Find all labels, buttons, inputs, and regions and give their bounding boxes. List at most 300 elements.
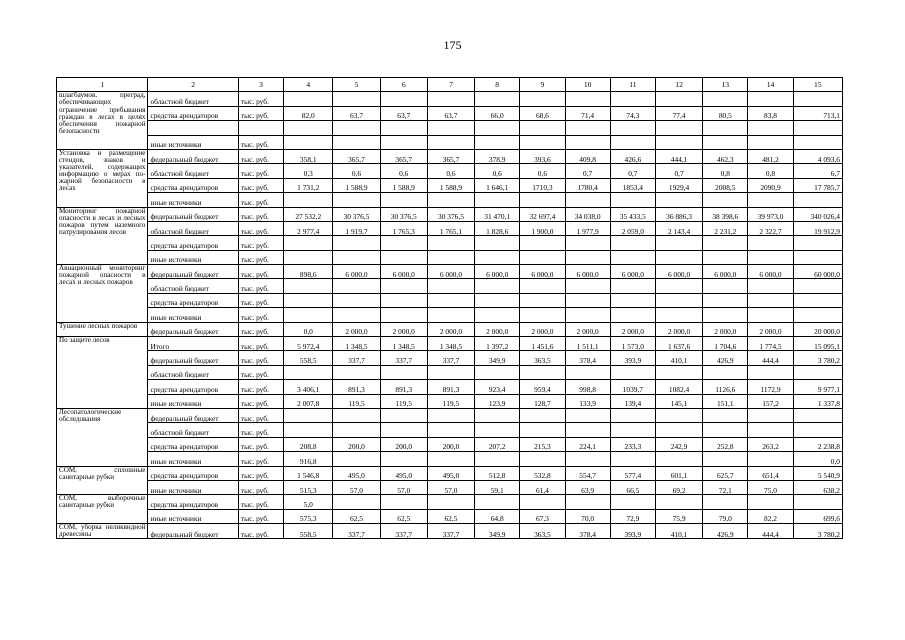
value-cell: 601,1 (655, 466, 702, 480)
total-cell (793, 293, 842, 307)
value-cell (333, 452, 380, 466)
funding-source: иные источники (148, 509, 238, 523)
total-cell: 2 238,8 (793, 437, 842, 451)
value-cell: 1 919,7 (333, 221, 380, 235)
value-cell: 61,4 (520, 480, 565, 494)
table-row (57, 408, 843, 422)
value-cell (284, 92, 333, 106)
table-row (57, 394, 843, 408)
value-cell: 157,2 (748, 394, 793, 408)
value-cell (380, 236, 427, 250)
value-cell (520, 308, 565, 322)
value-cell: 393,6 (520, 149, 565, 163)
unit-cell: тыс. руб. (238, 178, 283, 192)
value-cell (520, 121, 565, 135)
value-cell: 363,5 (520, 351, 565, 365)
value-cell: 30 376,5 (333, 207, 380, 221)
value-cell (520, 365, 565, 379)
value-cell (655, 135, 702, 149)
activity-description: Тушение лесных пожаров (57, 322, 148, 336)
activity-description: Авиационный мониторинг пожарной опасности в лесах и лесных пожаров (57, 265, 148, 323)
value-cell (748, 121, 793, 135)
value-cell: 6 000,0 (427, 265, 474, 279)
value-cell (427, 92, 474, 106)
table-row (57, 164, 843, 178)
value-cell: 891,3 (380, 380, 427, 394)
total-cell: 15 095,1 (793, 337, 842, 351)
funding-source: средства арендаторов (148, 495, 238, 509)
unit-cell: тыс. руб. (238, 509, 283, 523)
funding-source: средства арендаторов (148, 380, 238, 394)
value-cell (655, 495, 702, 509)
value-cell (565, 308, 610, 322)
funding-source: иные источники (148, 135, 238, 149)
unit-cell: тыс. руб. (238, 164, 283, 178)
value-cell: 6 000,0 (565, 265, 610, 279)
value-cell (380, 423, 427, 437)
value-cell: 151,1 (703, 394, 748, 408)
value-cell (380, 193, 427, 207)
total-cell (793, 365, 842, 379)
value-cell (427, 236, 474, 250)
value-cell (475, 193, 520, 207)
total-cell: 3 780,2 (793, 524, 842, 539)
value-cell (655, 293, 702, 307)
value-cell: 1 546,8 (284, 466, 333, 480)
total-cell (793, 92, 842, 106)
value-cell: 69,2 (655, 480, 702, 494)
table-row (57, 337, 843, 351)
value-cell (520, 135, 565, 149)
total-cell: 340 026,4 (793, 207, 842, 221)
table-row (57, 351, 843, 365)
value-cell (380, 135, 427, 149)
unit-cell: тыс. руб. (238, 135, 283, 149)
value-cell: 1 573,0 (610, 337, 655, 351)
value-cell: 63,7 (333, 106, 380, 120)
value-cell (748, 92, 793, 106)
value-cell: 495,0 (380, 466, 427, 480)
value-cell: 6 000,0 (380, 265, 427, 279)
activity-description: СОМ, уборка неликвидной древесины (57, 524, 148, 539)
value-cell: 2 059,0 (610, 221, 655, 235)
value-cell: 200,0 (380, 437, 427, 451)
value-cell: 0,8 (748, 164, 793, 178)
value-cell (655, 423, 702, 437)
column-number: 6 (380, 78, 427, 92)
total-cell (793, 193, 842, 207)
value-cell: 5 972,4 (284, 337, 333, 351)
value-cell: 0,3 (284, 164, 333, 178)
value-cell: 1 588,9 (380, 178, 427, 192)
value-cell (748, 193, 793, 207)
value-cell: 75,9 (655, 509, 702, 523)
value-cell: 63,9 (565, 480, 610, 494)
value-cell: 1 646,1 (475, 178, 520, 192)
value-cell (284, 193, 333, 207)
value-cell: 233,3 (610, 437, 655, 451)
value-cell: 1 828,6 (475, 221, 520, 235)
value-cell (427, 279, 474, 293)
value-cell: 0,6 (427, 164, 474, 178)
funding-source: областной бюджет (148, 92, 238, 106)
value-cell (520, 236, 565, 250)
unit-cell: тыс. руб. (238, 351, 283, 365)
funding-source: Итого (148, 337, 238, 351)
unit-cell: тыс. руб. (238, 279, 283, 293)
value-cell: 2 143,4 (655, 221, 702, 235)
value-cell: 1 588,9 (333, 178, 380, 192)
value-cell: 651,4 (748, 466, 793, 480)
funding-source: средства арендаторов (148, 437, 238, 451)
value-cell (610, 495, 655, 509)
value-cell: 57,0 (427, 480, 474, 494)
table-row (57, 466, 843, 480)
value-cell (475, 135, 520, 149)
value-cell: 0,0 (284, 322, 333, 336)
value-cell: 128,7 (520, 394, 565, 408)
value-cell (610, 121, 655, 135)
total-cell (793, 121, 842, 135)
value-cell: 337,7 (333, 524, 380, 539)
value-cell (655, 236, 702, 250)
activity-description: СОМ, выборочные санитарные рубки (57, 495, 148, 524)
value-cell: 2 231,2 (703, 221, 748, 235)
value-cell: 68,6 (520, 106, 565, 120)
value-cell: 0,7 (655, 164, 702, 178)
total-cell (793, 279, 842, 293)
total-cell (793, 423, 842, 437)
activity-description: Лесопатологические обследования (57, 408, 148, 466)
unit-cell: тыс. руб. (238, 322, 283, 336)
value-cell (703, 452, 748, 466)
value-cell: 35 433,5 (610, 207, 655, 221)
total-cell: 1 337,8 (793, 394, 842, 408)
value-cell: 462,3 (703, 149, 748, 163)
unit-cell: тыс. руб. (238, 437, 283, 451)
value-cell: 123,9 (475, 394, 520, 408)
value-cell: 6 000,0 (748, 265, 793, 279)
value-cell: 6 000,0 (610, 265, 655, 279)
value-cell: 80,5 (703, 106, 748, 120)
value-cell: 337,7 (333, 351, 380, 365)
value-cell (610, 193, 655, 207)
unit-cell: тыс. руб. (238, 106, 283, 120)
value-cell (655, 121, 702, 135)
value-cell (565, 365, 610, 379)
value-cell: 30 376,5 (427, 207, 474, 221)
value-cell (427, 293, 474, 307)
unit-cell: тыс. руб. (238, 337, 283, 351)
value-cell (333, 408, 380, 422)
value-cell: 410,1 (655, 524, 702, 539)
value-cell (520, 279, 565, 293)
value-cell: 410,1 (655, 351, 702, 365)
value-cell (610, 135, 655, 149)
unit-cell: тыс. руб. (238, 221, 283, 235)
unit-cell: тыс. руб. (238, 423, 283, 437)
column-number: 10 (565, 78, 610, 92)
value-cell (748, 452, 793, 466)
value-cell (333, 92, 380, 106)
table-row (57, 380, 843, 394)
value-cell (703, 408, 748, 422)
value-cell (748, 293, 793, 307)
value-cell: 1 451,6 (520, 337, 565, 351)
column-number: 4 (284, 78, 333, 92)
value-cell (610, 293, 655, 307)
funding-source: средства арендаторов (148, 178, 238, 192)
value-cell: 558,5 (284, 524, 333, 539)
table-row (57, 121, 843, 135)
value-cell (475, 236, 520, 250)
value-cell: 67,3 (520, 509, 565, 523)
value-cell (610, 365, 655, 379)
unit-cell: тыс. руб. (238, 394, 283, 408)
value-cell: 1 348,5 (427, 337, 474, 351)
value-cell: 72,9 (610, 509, 655, 523)
value-cell: 64,8 (475, 509, 520, 523)
value-cell (427, 135, 474, 149)
value-cell: 207,2 (475, 437, 520, 451)
value-cell: 1710,3 (520, 178, 565, 192)
total-cell: 17 785,7 (793, 178, 842, 192)
value-cell: 495,0 (333, 466, 380, 480)
value-cell: 71,4 (565, 106, 610, 120)
funding-source: областной бюджет (148, 164, 238, 178)
unit-cell: тыс. руб. (238, 308, 283, 322)
value-cell (565, 293, 610, 307)
activity-description: Установка и размещение стендов, знаков и указателей, содержащих информацию о мерах пожарной безопасности в лесах (57, 149, 148, 207)
value-cell (655, 279, 702, 293)
table-row (57, 509, 843, 523)
value-cell: 349,9 (475, 524, 520, 539)
total-cell: 699,6 (793, 509, 842, 523)
value-cell: 6 000,0 (703, 265, 748, 279)
value-cell: 72,1 (703, 480, 748, 494)
value-cell: 74,3 (610, 106, 655, 120)
total-cell (793, 308, 842, 322)
value-cell: 337,7 (380, 524, 427, 539)
value-cell (748, 423, 793, 437)
funding-source: федеральный бюджет (148, 265, 238, 279)
value-cell (610, 408, 655, 422)
value-cell: 998,8 (565, 380, 610, 394)
value-cell: 365,7 (333, 149, 380, 163)
activity-description: СОМ, сплошные санитарные рубки (57, 466, 148, 495)
value-cell (380, 92, 427, 106)
funding-source: федеральный бюджет (148, 149, 238, 163)
value-cell (380, 365, 427, 379)
column-number: 7 (427, 78, 474, 92)
value-cell (427, 365, 474, 379)
funding-source: областной бюджет (148, 221, 238, 235)
value-cell: 2 977,4 (284, 221, 333, 235)
value-cell: 27 532,2 (284, 207, 333, 221)
value-cell (475, 452, 520, 466)
value-cell: 1 765,3 (380, 221, 427, 235)
value-cell: 31 470,1 (475, 207, 520, 221)
value-cell: 481,2 (748, 149, 793, 163)
value-cell: 1082,4 (655, 380, 702, 394)
value-cell: 365,7 (427, 149, 474, 163)
value-cell (565, 408, 610, 422)
value-cell (520, 423, 565, 437)
column-number-row (57, 78, 843, 92)
value-cell: 63,7 (380, 106, 427, 120)
value-cell: 59,1 (475, 480, 520, 494)
value-cell (610, 452, 655, 466)
value-cell: 0,6 (380, 164, 427, 178)
value-cell: 252,8 (703, 437, 748, 451)
value-cell: 444,4 (748, 351, 793, 365)
value-cell (565, 193, 610, 207)
total-cell: 19 912,9 (793, 221, 842, 235)
value-cell: 554,7 (565, 466, 610, 480)
value-cell (333, 193, 380, 207)
value-cell (703, 308, 748, 322)
value-cell: 62,5 (427, 509, 474, 523)
value-cell (427, 121, 474, 135)
value-cell (380, 293, 427, 307)
value-cell (520, 293, 565, 307)
value-cell (333, 135, 380, 149)
column-number: 8 (475, 78, 520, 92)
value-cell (427, 423, 474, 437)
funding-source: федеральный бюджет (148, 524, 238, 539)
value-cell (284, 308, 333, 322)
value-cell: 34 038,0 (565, 207, 610, 221)
value-cell (655, 92, 702, 106)
value-cell: 208,8 (284, 437, 333, 451)
funding-source: иные источники (148, 193, 238, 207)
value-cell (748, 495, 793, 509)
value-cell (565, 279, 610, 293)
value-cell: 5,0 (284, 495, 333, 509)
value-cell (333, 279, 380, 293)
unit-cell: тыс. руб. (238, 466, 283, 480)
value-cell: 558,5 (284, 351, 333, 365)
value-cell (475, 365, 520, 379)
value-cell: 1853,4 (610, 178, 655, 192)
value-cell: 349,9 (475, 351, 520, 365)
value-cell (475, 308, 520, 322)
column-number: 9 (520, 78, 565, 92)
funding-source: иные источники (148, 250, 238, 264)
value-cell (748, 250, 793, 264)
value-cell: 891,3 (427, 380, 474, 394)
table-row (57, 365, 843, 379)
value-cell: 891,3 (333, 380, 380, 394)
value-cell (748, 135, 793, 149)
value-cell (703, 92, 748, 106)
value-cell (284, 121, 333, 135)
value-cell (703, 279, 748, 293)
funding-source (148, 121, 238, 135)
value-cell: 38 398,6 (703, 207, 748, 221)
total-cell: 3 780,2 (793, 351, 842, 365)
value-cell: 224,1 (565, 437, 610, 451)
total-cell: 638,2 (793, 480, 842, 494)
value-cell: 0,7 (565, 164, 610, 178)
value-cell (284, 279, 333, 293)
value-cell: 1 397,2 (475, 337, 520, 351)
value-cell (284, 293, 333, 307)
unit-cell: тыс. руб. (238, 480, 283, 494)
value-cell (565, 135, 610, 149)
value-cell: 0,6 (475, 164, 520, 178)
value-cell: 119,5 (427, 394, 474, 408)
value-cell: 2 322,7 (748, 221, 793, 235)
value-cell (703, 135, 748, 149)
value-cell: 83,8 (748, 106, 793, 120)
value-cell: 1 511,1 (565, 337, 610, 351)
funding-source: областной бюджет (148, 279, 238, 293)
value-cell: 426,9 (703, 351, 748, 365)
value-cell: 63,7 (427, 106, 474, 120)
table-row (57, 524, 843, 539)
value-cell (655, 452, 702, 466)
value-cell (703, 293, 748, 307)
value-cell (333, 495, 380, 509)
value-cell: 215,3 (520, 437, 565, 451)
funding-source: областной бюджет (148, 365, 238, 379)
value-cell (475, 279, 520, 293)
value-cell (748, 365, 793, 379)
funding-source: областной бюджет (148, 423, 238, 437)
value-cell: 200,0 (427, 437, 474, 451)
value-cell: 378,4 (565, 524, 610, 539)
value-cell (284, 135, 333, 149)
table-row (57, 250, 843, 264)
value-cell: 2 000,0 (427, 322, 474, 336)
value-cell (655, 365, 702, 379)
value-cell (703, 193, 748, 207)
value-cell: 82,2 (748, 509, 793, 523)
value-cell (333, 236, 380, 250)
value-cell: 6 000,0 (333, 265, 380, 279)
value-cell: 1 900,0 (520, 221, 565, 235)
value-cell: 82,0 (284, 106, 333, 120)
activity-description: По защите лесов (57, 337, 148, 409)
table-row (57, 495, 843, 509)
value-cell: 66,0 (475, 106, 520, 120)
table-row (57, 265, 843, 279)
value-cell (284, 250, 333, 264)
value-cell (520, 193, 565, 207)
column-number: 2 (148, 78, 238, 92)
value-cell (565, 495, 610, 509)
value-cell (748, 408, 793, 422)
value-cell (703, 121, 748, 135)
value-cell: 1039,7 (610, 380, 655, 394)
value-cell (380, 452, 427, 466)
value-cell (655, 250, 702, 264)
unit-cell: тыс. руб. (238, 380, 283, 394)
value-cell (380, 279, 427, 293)
column-number: 11 (610, 78, 655, 92)
value-cell: 577,4 (610, 466, 655, 480)
unit-cell: тыс. руб. (238, 193, 283, 207)
value-cell: 119,5 (380, 394, 427, 408)
value-cell: 898,6 (284, 265, 333, 279)
value-cell (475, 250, 520, 264)
value-cell: 62,5 (380, 509, 427, 523)
value-cell: 36 886,3 (655, 207, 702, 221)
column-number: 3 (238, 78, 283, 92)
value-cell: 1 765,1 (427, 221, 474, 235)
value-cell: 263,2 (748, 437, 793, 451)
